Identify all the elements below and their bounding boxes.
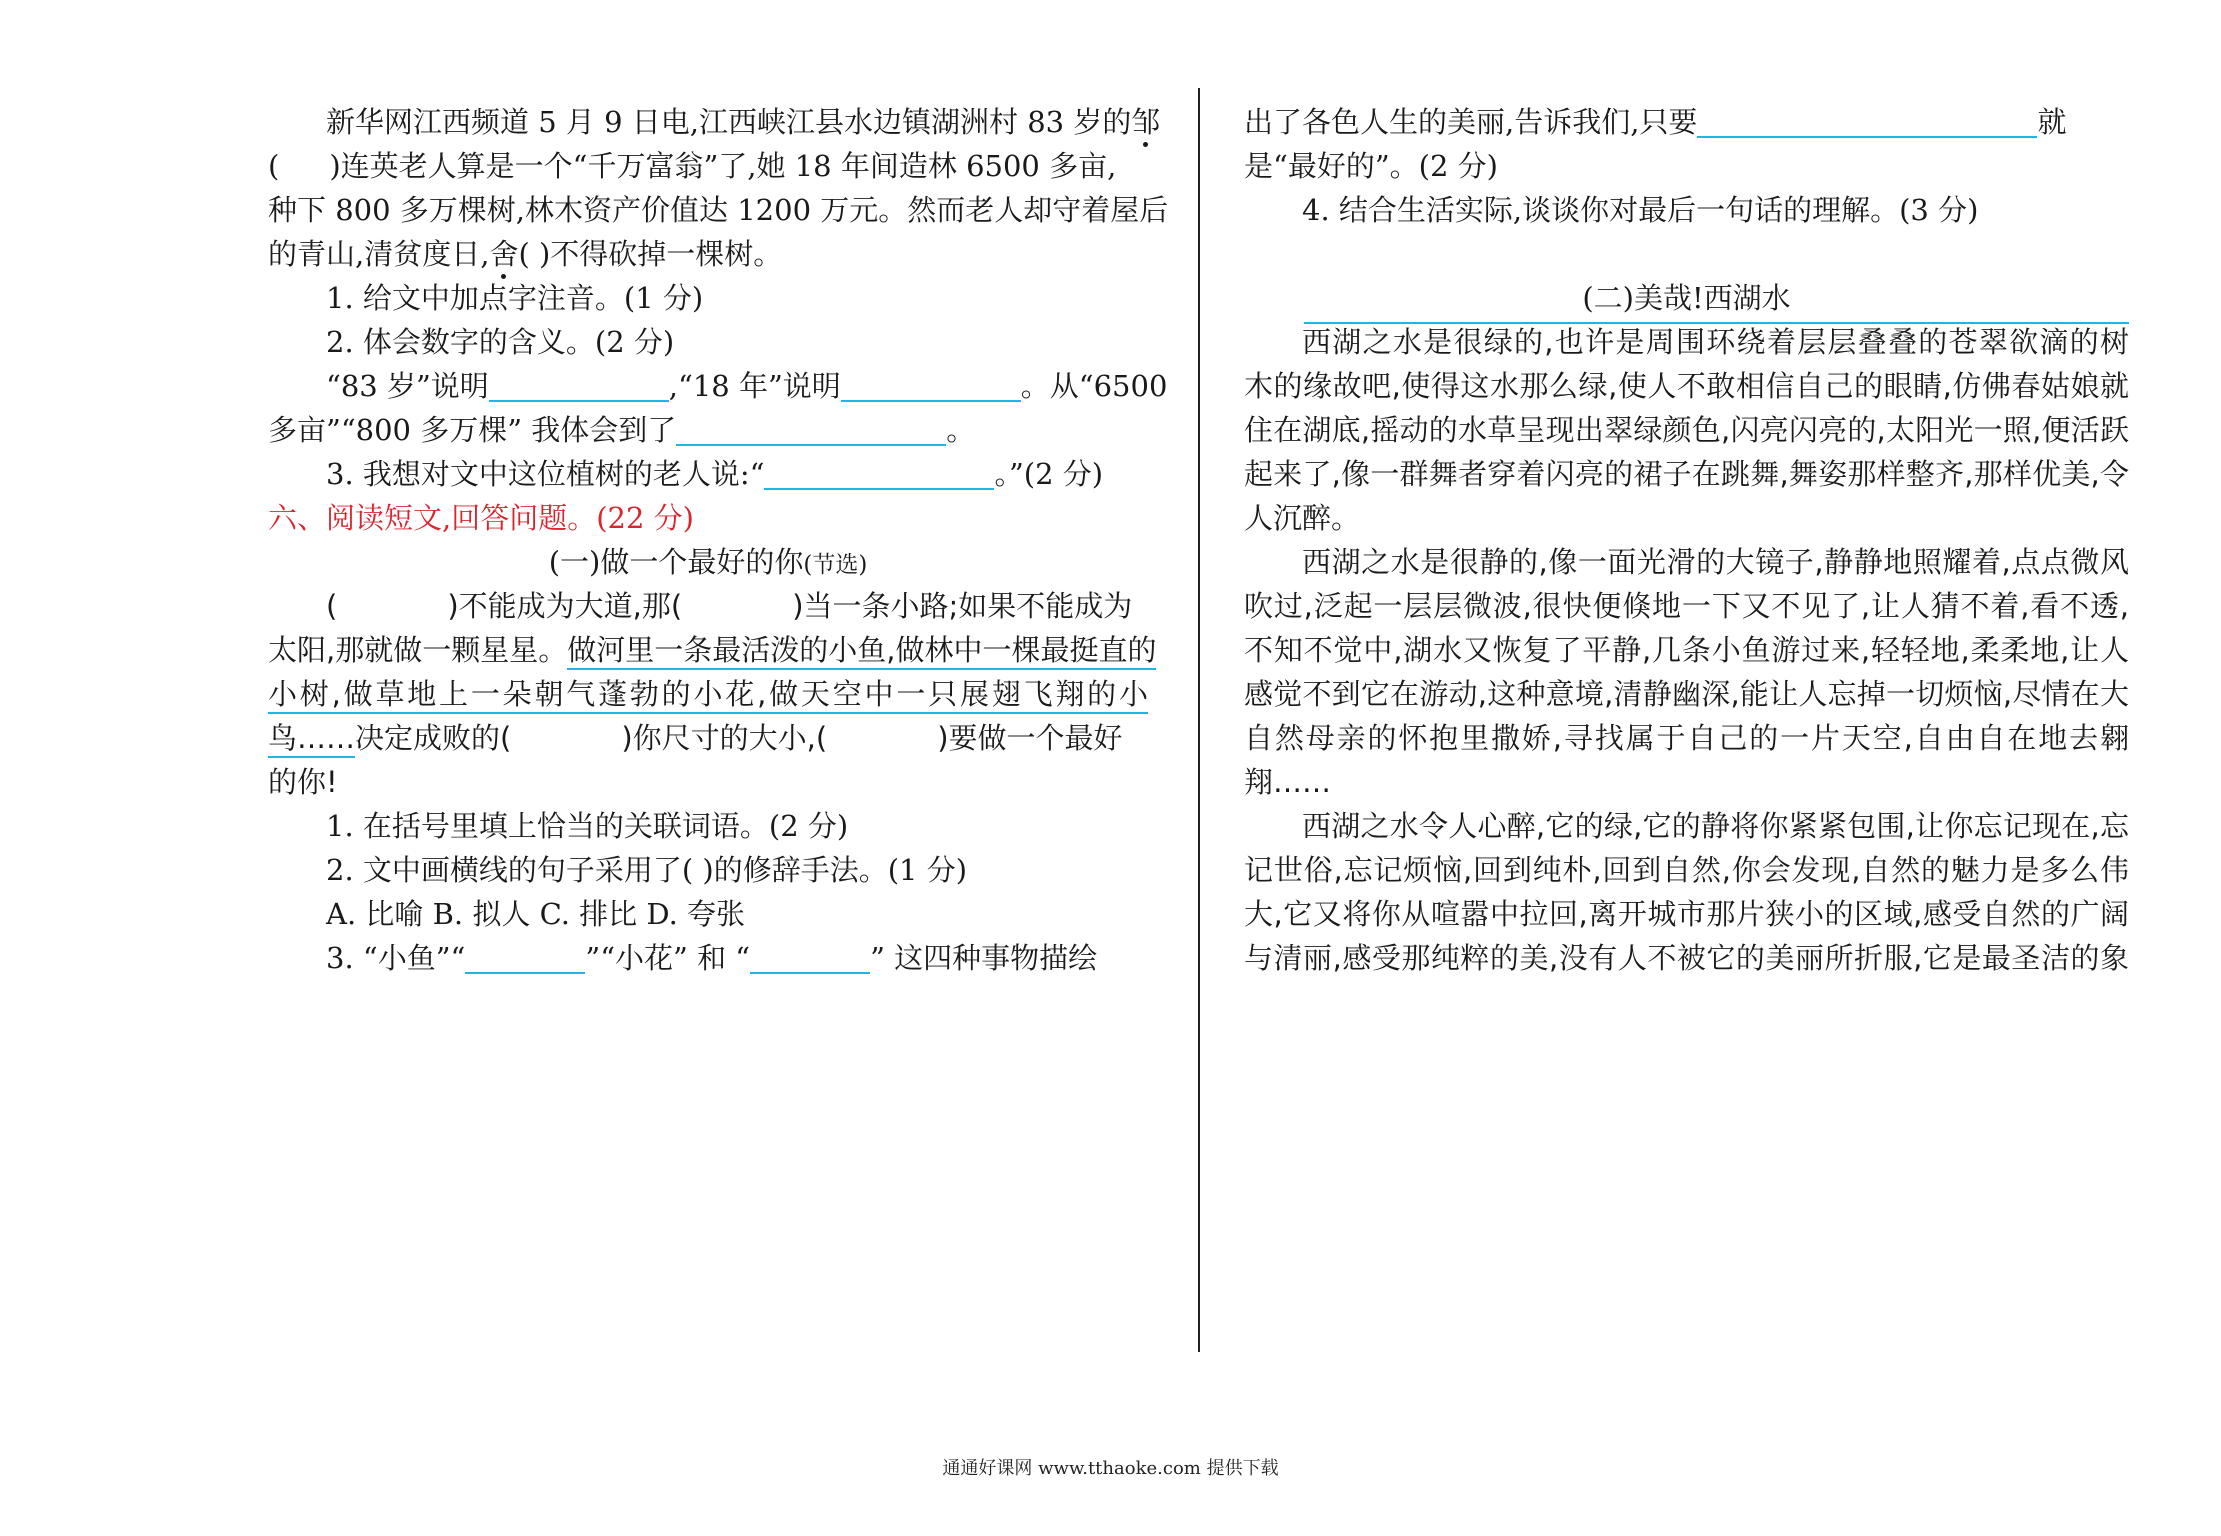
dotted-char: 邹 <box>1131 105 1161 139</box>
reading-line: 西湖之水是很绿的,也许是周围环绕着层层叠叠的苍翠欲滴的树 <box>1302 325 2129 359</box>
question-2: 2. 文中画横线的句子采用了( )的修辞手法。(1 分) <box>326 853 968 887</box>
reading-line: 鸟……决定成败的( )你尺寸的大小,( )要做一个最好 <box>268 716 1148 760</box>
underlined-sentence: 小树,做草地上一朵朝气蓬勃的小花,做天空中一只展翅飞翔的小 <box>268 677 1148 714</box>
question-2: 2. 体会数字的含义。(2 分) <box>326 325 675 359</box>
reading-line: 大,它又将你从喧嚣中拉回,离开城市那片狭小的区域,感受自然的广阔 <box>1244 897 2129 931</box>
reading-line: 不知不觉中,湖水又恢复了平静,几条小鱼游过来,轻轻地,柔柔地,让人 <box>1244 633 2129 667</box>
reading-line: 太阳,那就做一颗星星。做河里一条最活泼的小鱼,做林中一棵最挺直的 <box>268 628 1148 672</box>
question-2-blanks: 多亩”“800 多万棵” 我体会到了 。 <box>268 413 976 447</box>
section-heading: 六、阅读短文,回答问题。(22 分) <box>268 501 694 535</box>
answer-blank[interactable] <box>750 942 870 974</box>
page-footer: 通通好课网 www.tthaoke.com 提供下载 <box>942 1458 1279 1479</box>
question-3: 3. “小鱼”“ ”“小花” 和 “ ” 这四种事物描绘 <box>326 941 1098 975</box>
question-1: 1. 给文中加点字注音。(1 分) <box>326 281 704 315</box>
reading-line: 记世俗,忘记烦恼,回到纯朴,回到自然,你会发现,自然的魅力是多么伟 <box>1244 853 2129 887</box>
reading-line: 西湖之水是很静的,像一面光滑的大镜子,静静地照耀着,点点微风 <box>1302 545 2129 579</box>
passage-line: 新华网江西频道 5 月 9 日电,江西峡江县水边镇湖洲村 83 岁的邹 <box>326 105 1161 139</box>
reading-line: 翔…… <box>1244 765 1332 799</box>
question-4: 4. 结合生活实际,谈谈你对最后一句话的理解。(3 分) <box>1302 193 1979 227</box>
dotted-char: 舍 <box>489 237 519 271</box>
question-2-options: A. 比喻 B. 拟人 C. 排比 D. 夸张 <box>326 897 746 931</box>
answer-blank[interactable] <box>465 942 585 974</box>
reading-line: 人沉醉。 <box>1244 501 1361 535</box>
reading-line <box>268 672 1148 716</box>
passage-line: ( )连英老人算是一个“千万富翁”了,她 18 年间造林 6500 多亩, <box>268 149 1117 183</box>
question-1: 1. 在括号里填上恰当的关联词语。(2 分) <box>326 809 849 843</box>
underlined-sentence: 做河里一条最活泼的小鱼,做林中一棵最挺直的 <box>567 633 1156 670</box>
answer-blank[interactable] <box>764 458 994 490</box>
reading-line: 西湖之水令人心醉,它的绿,它的静将你紧紧包围,让你忘记现在,忘 <box>1302 809 2129 843</box>
reading-line: 住在湖底,摇动的水草呈现出翠绿颜色,闪亮闪亮的,太阳光一照,便活跃 <box>1244 413 2129 447</box>
reading-line: 起来了,像一群舞者穿着闪亮的裙子在跳舞,舞姿那样整齐,那样优美,令 <box>1244 457 2129 491</box>
reading-line: 自然母亲的怀抱里撒娇,寻找属于自己的一片天空,自由自在地去翱 <box>1244 721 2129 755</box>
column-divider <box>1198 88 1200 1352</box>
reading-line: 吹过,泛起一层层微波,很快便倏地一下又不见了,让人猜不着,看不透, <box>1244 589 2129 623</box>
subsection-title: (二)美哉!西湖水 <box>1582 281 1791 315</box>
underlined-sentence: 鸟…… <box>268 721 355 758</box>
answer-blank[interactable] <box>676 414 946 446</box>
answer-blank[interactable] <box>1697 106 2037 138</box>
passage-line: 的青山,清贫度日,舍( )不得砍掉一棵树。 <box>268 237 783 271</box>
reading-line: 木的缘故吧,使得这水那么绿,使人不敢相信自己的眼睛,仿佛春姑娘就 <box>1244 369 2129 403</box>
reading-line: 与清丽,感受那纯粹的美,没有人不被它的美丽所折服,它是最圣洁的象 <box>1244 941 2129 975</box>
answer-blank[interactable] <box>841 370 1021 402</box>
question-2-blanks: “83 岁”说明 ,“18 年”说明 。从“6500 <box>326 369 1168 403</box>
answer-blank[interactable] <box>489 370 669 402</box>
passage-line: 种下 800 多万棵树,林木资产价值达 1200 万元。然而老人却守着屋后 <box>268 193 1169 227</box>
question-3-cont: 是“最好的”。(2 分) <box>1244 149 1498 183</box>
question-3: 3. 我想对文中这位植树的老人说:“ 。”(2 分) <box>326 457 1104 491</box>
subsection-title: (一)做一个最好的你(节选) <box>548 545 868 579</box>
question-3-cont: 出了各色人生的美丽,告诉我们,只要 就 <box>1244 105 2067 139</box>
reading-line: ( )不能成为大道,那( )当一条小路;如果不能成为 <box>326 589 1133 623</box>
reading-line: 感觉不到它在游动,这种意境,清静幽深,能让人忘掉一切烦恼,尽情在大 <box>1244 677 2129 711</box>
reading-line: 的你! <box>268 765 338 799</box>
